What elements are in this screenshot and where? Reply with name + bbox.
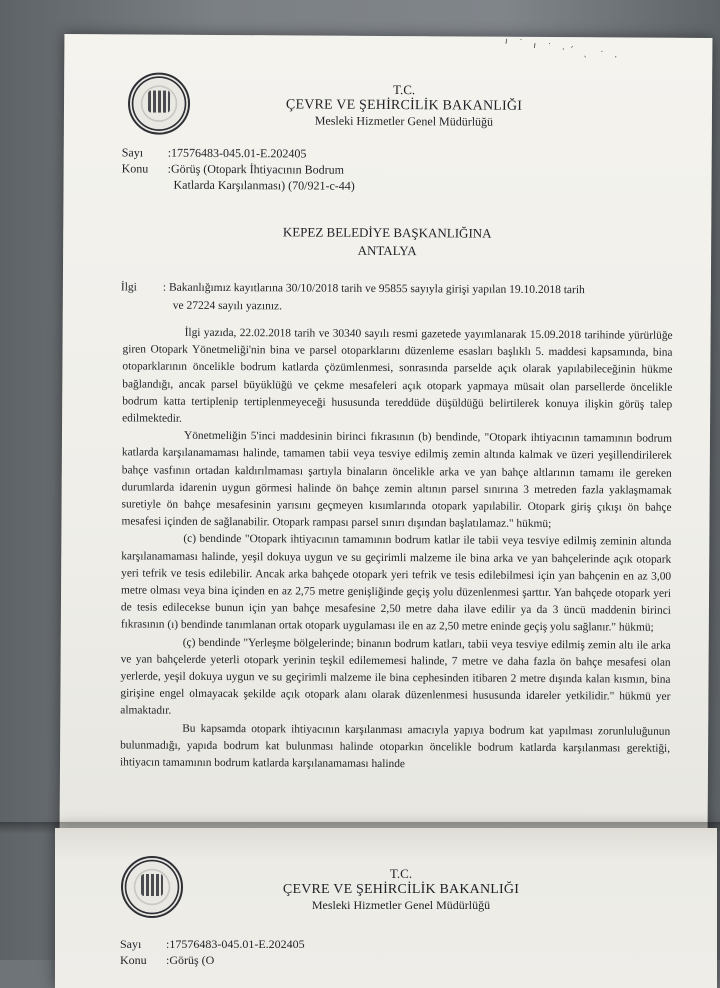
body-paragraph: Bu kapsamda otopark ihtiyacının karşılanması amacıyla yapıya bodrum kat yapılması zorunluluğunun bulunmadığı, yapıda bodrum kat bulunması halinde otoparkın öncelikle bodrum katlarda karşılanması gerektiği, ihtiyacın tamamının bodrum katlarda karşılanamaması halinde: [119, 722, 671, 771]
sayi-label: Sayı: [121, 145, 144, 160]
ilgi-line2: ve 27224 sayılı yazınız.: [172, 299, 283, 313]
konu-value: :Görüş (O: [166, 953, 215, 967]
sayi-value: :17576483-045.01-E.202405: [167, 145, 307, 161]
konu-value-line1: :Görüş (Otopark İhtiyacının Bodrum: [167, 161, 344, 177]
ministry-seal-icon: [121, 856, 183, 918]
addressee: [63, 222, 711, 262]
konu-value-line2: Katlarda Karşılanması) (70/921-c-44): [173, 177, 355, 193]
meta-block: [121, 144, 521, 206]
body-paragraph: İlgi yazıda, 22.02.2018 tarih ve 30340 sayılı resmi gazetede yayımlanarak 15.09.2018 tarihinde yürürlüğe giren Otopark Yönetmeliği'nin bina ve parsel otoparklarını düzenleme esasları başlıklı 5. maddesi kapsamında, bina otoparklarının öncelikle bodrum katlarda çözümlenmesi, sonrasında parselde açık olarak yapılabileceğinin hükme bağlandığı, ancak parsel büyüklüğü ve çekme mesafeleri açık otopark yapmaya müsait olan parsellerde öncelikle bodrum katta tertiplenip tertiplenmeyeceği hususunda tereddüde düşüldüğü belirtilerek konuya ilişkin görüş talep edilmektedir.: [122, 326, 673, 425]
konu-label: Konu: [121, 161, 149, 176]
document-page-1: [60, 34, 713, 838]
pen-marks: ı ˙ ı ˙ ·ˊ ˎ ˙ ·: [504, 36, 622, 64]
sayi-label: Sayı: [120, 937, 142, 951]
body-paragraph: (ç) bendinde "Yerleşme bölgelerinde; binanın bodrum katları, tabii veya tesviye edilmiş zemin altı ile arka ve yan bahçelerde yeterli otopark yerinin teşkil edilememesi halinde, 7 metre ve daha fazla ön bahçe mesafesi olan yerlerde, yeşil dokuya uygun ve su geçirimli malzeme ile bina cephesinden itibaren 2 metre dışında kalan kısmın, bina girişine engel olmayacak şekilde açık otopark alanı olarak düzenlenmesi hususunda idareler yetkilidir." hükmü yer almaktadır.: [120, 636, 671, 718]
ilgi-line1: : Bakanlığımız kayıtlarına 30/10/2018 tarih ve 95855 sayıyla girişi yapılan 19.10.2018 tarih: [162, 281, 585, 297]
body-paragraph: (c) bendinde "Otopark ihtiyacının tamamının bodrum katlar ile tabii veya tesviye edilmiş zeminin altında karşılanamaması halinde, yeşil dokuya uygun ve su geçirimli malzeme ile bina arka ve yan bahçelerinde açık otopark yeri tefrik ve tesis edilebilir. Ancak arka bahçede otopark yeri tefrik ve tesis edilebilmesi için yan bahçenin en az 3,00 metre olması veya bina içinden en az 2,75 metre genişliğinde geçiş yolu düzenlenmesi şarttır. Yan bahçede otopark yeri de tesis edilecekse bunun için yan bahçe mesafesine 2,50 metre daha ilave edilir ya da 3 üncü maddenin birinci fıkrasının (ı) bendinde tanımlanan ortak otopark uygulaması ile en az 2,50 metre eninde geçiş yolu sağlanır." hükmü;: [120, 533, 672, 635]
sayi-value: :17576483-045.01-E.202405: [166, 937, 305, 951]
konu-label: Konu: [120, 953, 147, 967]
ilgi-block: [121, 278, 681, 321]
ilgi-label: İlgi: [120, 281, 137, 294]
letterhead: [244, 81, 564, 130]
document-page-2: [55, 828, 717, 988]
ministry-seal-icon: [128, 72, 190, 134]
letterhead-tc: T.C.: [389, 866, 413, 881]
letterhead-tc: T.C.: [392, 82, 416, 98]
letterhead-department: Mesleki Hizmetler Genel Müdürlüğü: [311, 898, 491, 913]
letterhead-page2: [241, 866, 561, 913]
meta-block-page2: [120, 936, 520, 976]
letterhead-ministry: ÇEVRE VE ŞEHİRCİLİK BAKANLIĞI: [285, 96, 523, 114]
addressee-line1: KEPEZ BELEDİYE BAŞKANLIĞINA: [282, 224, 492, 241]
letter-body: [120, 324, 673, 775]
letterhead-ministry: ÇEVRE VE ŞEHİRCİLİK BAKANLIĞI: [282, 881, 520, 897]
body-paragraph: Yönetmeliğin 5'inci maddesinin birinci fıkrasının (b) bendinde, "Otopark ihtiyacının tamamının bodrum katlarda karşılanamaması halinde, tamamen tabii veya tesviye edilmiş zemin altında kalmak ve üzeri yeşillendirilerek bahçe vasfının ortadan kaldırılmaması şartıyla binaların öncelikle arka ve yan bahçe altlarının tamamı ile gereken durumlarda idarenin uygun görmesi halinde ön bahçe zemin altının parsel sınırına 3 metreden fazla yaklaşmamak suretiyle ön bahçe mesafesinin yarısını geçmeyen kısımlarında otopark yapılabilir. Otopark giriş çıkışı ön bahçe mesafesi içinden de sağlanabilir. Otopark rampası parsel sınırı dışından başlatılamaz." hükmü;: [121, 429, 673, 531]
letterhead-department: Mesleki Hizmetler Genel Müdürlüğü: [314, 113, 494, 130]
addressee-line2: ANTALYA: [357, 242, 417, 259]
